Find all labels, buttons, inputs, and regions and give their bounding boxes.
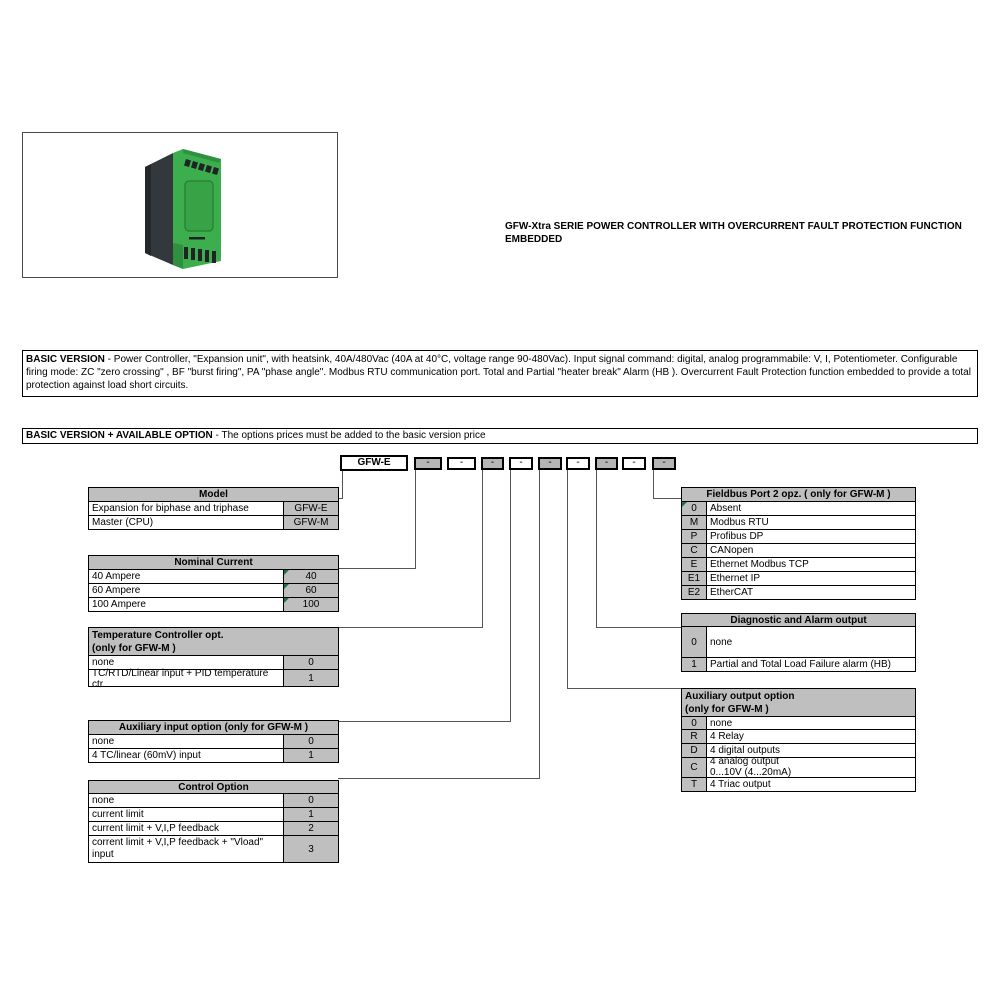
fieldbus-port2-table-title: Fieldbus Port 2 opz. ( only for GFW-M ) (682, 488, 916, 502)
basic-version-lead: BASIC VERSION (26, 354, 105, 365)
order-code-slot-4: - (509, 457, 533, 470)
product-image-frame (22, 132, 338, 278)
option-label: TC/RTD/Linear input + PID temperature ctr. (89, 670, 284, 687)
option-code: 0 (682, 717, 707, 730)
auxiliary-output-table-title: Auxiliary output option (only for GFW-M ) (682, 689, 916, 717)
option-code: M (682, 516, 707, 530)
option-code: 100 (284, 598, 339, 612)
table-row (89, 749, 339, 763)
table-row (682, 502, 916, 516)
table-row (89, 808, 339, 822)
cell-marker-icon (682, 502, 687, 507)
option-code: 1 (284, 670, 339, 687)
connector-aux-input (338, 721, 511, 722)
table-row (89, 822, 339, 836)
option-label: corrent limit + V,I,P feedback + "Vload" input (89, 836, 284, 863)
option-code: T (682, 778, 707, 792)
order-code-slot-3: - (481, 457, 504, 470)
table-row (682, 530, 916, 544)
diagnostic-alarm-table (681, 613, 916, 672)
option-label: none (707, 627, 916, 658)
connector-nominal-current (415, 470, 416, 569)
option-label: Expansion for biphase and triphase (89, 502, 284, 516)
option-code: 1 (682, 658, 707, 672)
table-row (89, 670, 339, 687)
option-label: Ethernet Modbus TCP (707, 558, 916, 572)
connector-control-option (338, 778, 540, 779)
power-controller-photo (131, 145, 231, 273)
fieldbus-port2-table (681, 487, 916, 600)
connector-temperature (338, 627, 483, 628)
option-label: current limit (89, 808, 284, 822)
basic-version-text: - Power Controller, "Expansion unit", with heatsink, 40A/480Vac (40A at 40°C, voltage range 90-480Vac). Input signal command: digital, analog programmabile: V, I, Potentiometer. Configurable firing mode: ZC "zero crossing" , BF "burst firing", PA "phase angle". Modbus RTU communication port. Total and Partial "heater break" Alarm (HB ). Overcurrent Fault Protection function embedded to provide a total protection against load short circuits. (26, 354, 971, 391)
cell-marker-icon (284, 570, 289, 575)
options-banner (22, 428, 978, 444)
order-code-slot-7: - (595, 457, 618, 470)
option-code: 0 (284, 794, 339, 808)
connector-model (342, 471, 343, 499)
option-label: Absent (707, 502, 916, 516)
option-code: 1 (284, 808, 339, 822)
option-code: 60 (284, 584, 339, 598)
model-table-title: Model (89, 488, 339, 502)
control-option-table (88, 780, 339, 863)
connector-nominal-current (338, 568, 416, 569)
model-table (88, 487, 339, 530)
order-code-slot-9: - (652, 457, 676, 470)
option-label: none (89, 794, 284, 808)
option-code: 0 (284, 735, 339, 749)
option-label: Modbus RTU (707, 516, 916, 530)
order-code-slot-6: - (566, 457, 590, 470)
table-row (682, 730, 916, 744)
table-row (682, 544, 916, 558)
connector-aux-output (567, 688, 681, 689)
table-row (682, 558, 916, 572)
control-option-table-title: Control Option (89, 781, 339, 794)
table-row (682, 758, 916, 778)
option-label: Profibus DP (707, 530, 916, 544)
order-code-model-box: GFW-E (340, 455, 408, 471)
connector-control-option (539, 470, 540, 779)
table-row (89, 598, 339, 612)
order-code-slot-8: - (622, 457, 646, 470)
options-banner-text: - The options prices must be added to the basic version price (212, 430, 486, 441)
table-row (682, 627, 916, 658)
table-row (89, 502, 339, 516)
connector-diagnostic (596, 470, 597, 628)
option-code: P (682, 530, 707, 544)
auxiliary-input-table (88, 720, 339, 763)
connector-fieldbus (653, 498, 681, 499)
table-row (682, 586, 916, 600)
option-label: 4 analog output 0...10V (4...20mA) (707, 758, 916, 778)
option-code: D (682, 744, 707, 758)
option-label: none (707, 717, 916, 730)
table-row (682, 572, 916, 586)
table-row (89, 735, 339, 749)
table-row (682, 516, 916, 530)
auxiliary-output-table (681, 688, 916, 792)
diagnostic-alarm-table-title: Diagnostic and Alarm output (682, 614, 916, 627)
option-code: 3 (284, 836, 339, 863)
option-label: Master (CPU) (89, 516, 284, 530)
auxiliary-input-table-title: Auxiliary input option (only for GFW-M ) (89, 721, 339, 735)
option-label: 4 Triac output (707, 778, 916, 792)
title-line-1: GFW-Xtra SERIE POWER CONTROLLER WITH OVERCURRENT FAULT PROTECTION FUNCTION (505, 221, 962, 232)
title-line-2: EMBEDDED (505, 234, 563, 245)
table-row (89, 836, 339, 863)
order-code-slot-2: - (447, 457, 476, 470)
option-label: none (89, 735, 284, 749)
option-label: CANopen (707, 544, 916, 558)
connector-aux-input (510, 470, 511, 722)
option-label: 4 Relay (707, 730, 916, 744)
table-row (89, 794, 339, 808)
table-row (89, 570, 339, 584)
order-code-slot-5: - (538, 457, 562, 470)
table-row (89, 516, 339, 530)
option-code: E1 (682, 572, 707, 586)
order-code-slot-1: - (414, 457, 442, 470)
cell-marker-icon (284, 598, 289, 603)
connector-diagnostic (596, 627, 681, 628)
temperature-controller-table-title: Temperature Controller opt. (only for GFW-M ) (89, 628, 339, 656)
option-code: E (682, 558, 707, 572)
nominal-current-table (88, 555, 339, 612)
option-code: 2 (284, 822, 339, 836)
option-code: E2 (682, 586, 707, 600)
connector-temperature (482, 470, 483, 628)
option-code: GFW-E (284, 502, 339, 516)
option-label: 60 Ampere (89, 584, 284, 598)
option-code: 0 (682, 627, 707, 658)
option-code: 1 (284, 749, 339, 763)
option-code: 40 (284, 570, 339, 584)
table-row (89, 584, 339, 598)
cell-marker-icon (284, 584, 289, 589)
option-code: 0 (682, 502, 707, 516)
option-label: 100 Ampere (89, 598, 284, 612)
option-label: EtherCAT (707, 586, 916, 600)
table-row (682, 717, 916, 730)
option-code: C (682, 544, 707, 558)
option-label: Ethernet IP (707, 572, 916, 586)
option-code: GFW-M (284, 516, 339, 530)
options-banner-lead: BASIC VERSION + AVAILABLE OPTION (26, 430, 213, 441)
nominal-current-table-title: Nominal Current (89, 556, 339, 570)
option-code: C (682, 758, 707, 778)
table-row (682, 778, 916, 792)
temperature-controller-table (88, 627, 339, 690)
basic-version-description (22, 350, 978, 397)
option-code: R (682, 730, 707, 744)
option-label: current limit + V,I,P feedback (89, 822, 284, 836)
table-row (682, 658, 916, 672)
connector-aux-output (567, 470, 568, 689)
page-title (505, 220, 975, 246)
connector-fieldbus (653, 470, 654, 499)
option-label: Partial and Total Load Failure alarm (HB) (707, 658, 916, 672)
option-label: 40 Ampere (89, 570, 284, 584)
option-label: 4 digital outputs (707, 744, 916, 758)
option-label: none (89, 656, 284, 670)
option-code: 0 (284, 656, 339, 670)
option-label: 4 TC/linear (60mV) input (89, 749, 284, 763)
